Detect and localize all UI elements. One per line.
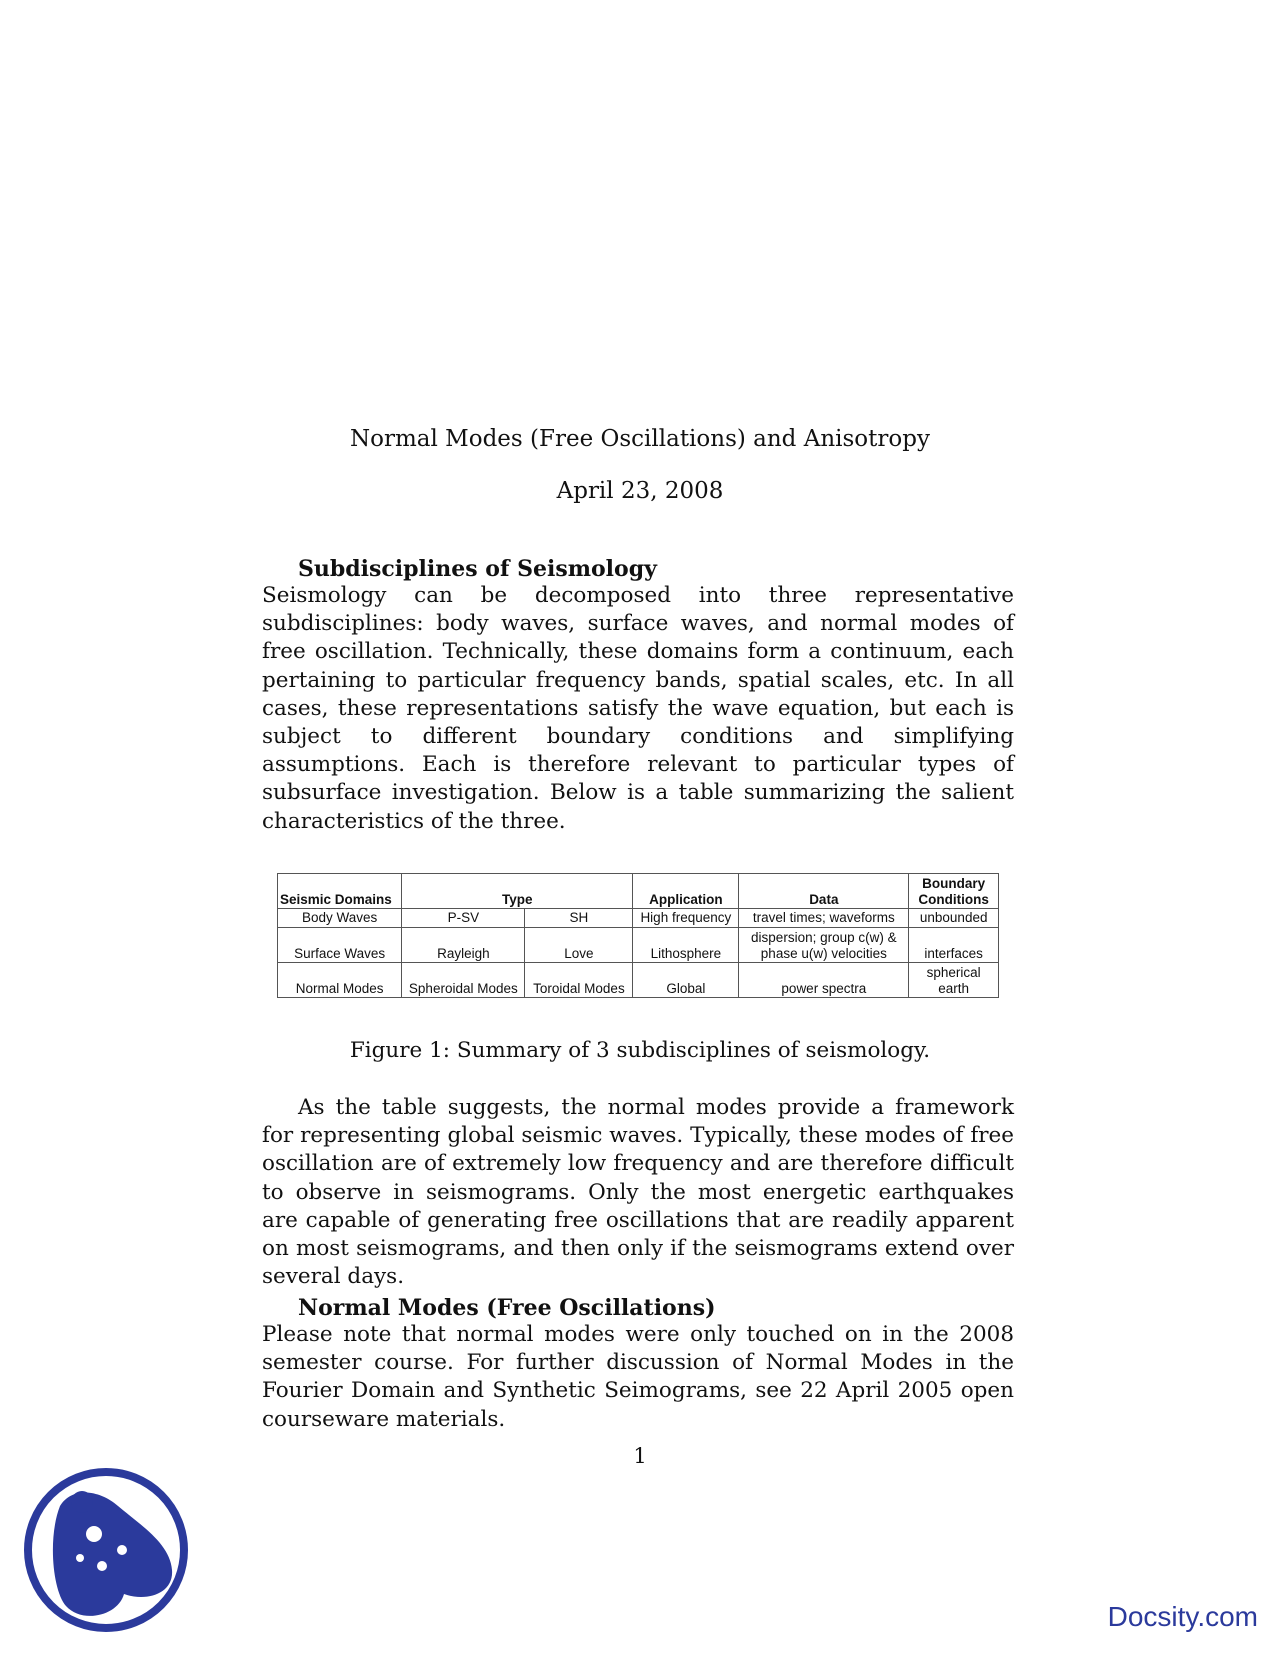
cell-data: dispersion; group c(w) & phase u(w) velocities bbox=[739, 928, 909, 963]
header-type: Type bbox=[402, 874, 633, 909]
cell-data: power spectra bbox=[739, 963, 909, 998]
paragraph-table-discussion: As the table suggests, the normal modes provide a framework for representing global seismic waves. Typically, these modes of free oscillation are of extremely low frequency and are therefore difficult to observe in seismograms. Only the most energetic earthquakes are capable of generating free oscillations that are readily apparent on most seismograms, and then only if the seismograms extend over several days. bbox=[262, 1095, 1014, 1290]
cell-type1: Spheroidal Modes bbox=[402, 963, 525, 998]
header-seismic-domains: Seismic Domains bbox=[278, 874, 402, 909]
page-title: Normal Modes (Free Oscillations) and Anisotropy bbox=[350, 426, 930, 452]
cell-domain: Normal Modes bbox=[278, 963, 402, 998]
cell-application: High frequency bbox=[633, 909, 739, 928]
header-application: Application bbox=[633, 874, 739, 909]
cell-type1: P-SV bbox=[402, 909, 525, 928]
header-boundary-conditions: Boundary Conditions bbox=[909, 874, 999, 909]
cell-data: travel times; waveforms bbox=[739, 909, 909, 928]
page-date: April 23, 2008 bbox=[556, 478, 724, 504]
cell-application: Lithosphere bbox=[633, 928, 739, 963]
figure-caption: Figure 1: Summary of 3 subdisciplines of seismology. bbox=[349, 1038, 931, 1063]
cell-application: Global bbox=[633, 963, 739, 998]
summary-table bbox=[277, 873, 999, 998]
header-data: Data bbox=[739, 874, 909, 909]
cell-domain: Body Waves bbox=[278, 909, 402, 928]
page-number: 1 bbox=[633, 1444, 647, 1468]
table-row bbox=[278, 909, 999, 928]
cell-boundary: spherical earth bbox=[909, 963, 999, 998]
summary-table-figure bbox=[277, 873, 999, 998]
cell-domain: Surface Waves bbox=[278, 928, 402, 963]
cell-type2: Toroidal Modes bbox=[525, 963, 633, 998]
docsity-logo-icon[interactable] bbox=[22, 1466, 190, 1634]
docsity-watermark[interactable]: Docsity.com bbox=[1107, 1601, 1258, 1632]
docsity-logo-graphic bbox=[22, 1466, 190, 1634]
cell-type2: SH bbox=[525, 909, 633, 928]
paragraph-normal-modes: Please note that normal modes were only touched on in the 2008 semester course. For further discussion of Normal Modes in the Fourier Domain and Synthetic Seimograms, see 22 April 2005 open courseware materials. bbox=[262, 1322, 1014, 1432]
section-heading-normal-modes: Normal Modes (Free Oscillations) bbox=[298, 1295, 716, 1321]
table-row bbox=[278, 928, 999, 963]
cell-boundary: interfaces bbox=[909, 928, 999, 963]
table-row bbox=[278, 963, 999, 998]
paragraph-subdisciplines: Seismology can be decomposed into three representative subdisciplines: body waves, surface waves, and normal modes of free oscillation. Technically, these domains form a continuum, each pertaining to particular frequency bands, spatial scales, etc. In all cases, these representations satisfy the wave equation, but each is subject to different boundary conditions and simplifying assumptions. Each is therefore relevant to particular types of subsurface investigation. Below is a table summarizing the salient characteristics of the three. bbox=[262, 583, 1014, 834]
table-header-row bbox=[278, 874, 999, 909]
cell-boundary: unbounded bbox=[909, 909, 999, 928]
cell-type1: Rayleigh bbox=[402, 928, 525, 963]
section-heading-subdisciplines: Subdisciplines of Seismology bbox=[298, 556, 657, 582]
cell-type2: Love bbox=[525, 928, 633, 963]
